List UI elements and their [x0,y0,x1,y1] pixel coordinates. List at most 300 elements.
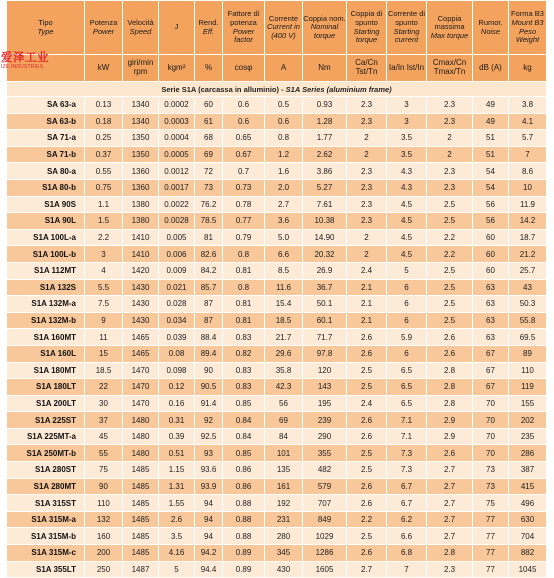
table-cell: 155 [509,395,547,412]
watermark-cn: 爱泽工业 [1,52,49,64]
table-cell: 1350 [123,130,159,147]
table-cell: 70 [473,412,509,429]
table-cell: 0.021 [159,279,195,296]
table-cell: 2.6 [347,329,387,346]
table-cell: 51 [473,130,509,147]
table-cell: 0.85 [223,395,265,412]
table-cell: 1380 [123,213,159,230]
table-cell: 2 [347,229,387,246]
table-cell: 630 [509,511,547,528]
table-cell: 2.2 [85,229,123,246]
series-section-row [7,82,547,97]
table-cell: 21.7 [265,329,303,346]
table-cell: 63 [473,279,509,296]
table-cell: 1485 [123,462,159,479]
table-cell: 35.8 [265,362,303,379]
table-cell: 0.88 [223,495,265,512]
table-cell: 92.5 [195,428,223,445]
table-cell: 239 [303,412,347,429]
table-cell: 49 [473,97,509,114]
table-cell: 26.9 [303,262,347,279]
table-cell: 77 [473,511,509,528]
table-cell: 68 [195,130,223,147]
table-cell: 4.1 [509,113,547,130]
table-cell: 1360 [123,163,159,180]
table-row [7,428,547,445]
table-row [7,412,547,429]
column-header-label-en: Starting current [393,26,420,45]
motor-type-cell: S1A 160MT [7,329,85,346]
column-header [223,1,265,55]
table-cell: 0.6 [265,113,303,130]
table-cell: 6.6 [265,246,303,263]
column-unit: Cmax/Cn Tmax/Tn [427,55,473,82]
table-cell: 25.7 [509,262,547,279]
column-header-label-en: Speed [129,26,152,36]
table-cell: 14.90 [303,229,347,246]
table-cell: 1485 [123,478,159,495]
table-cell: 849 [303,511,347,528]
table-cell: 2.8 [427,362,473,379]
column-header-label: Coppia nom. [303,13,346,23]
table-cell: 290 [303,428,347,445]
table-cell: 707 [303,495,347,512]
column-header-label-en: Max torque [430,30,469,40]
column-header [347,1,387,55]
table-row [7,113,547,130]
table-cell: 2.5 [427,196,473,213]
table-cell: 1.1 [85,196,123,213]
motor-type-cell: SA 63-a [7,97,85,114]
table-cell: 63 [473,296,509,313]
column-header-label: J [174,22,179,32]
table-cell: 1410 [123,229,159,246]
table-cell: 77 [473,561,509,578]
table-cell: 355 [303,445,347,462]
table-cell: 5.9 [387,329,427,346]
table-cell: 143 [303,379,347,396]
motor-type-cell: S1A 80-b [7,179,85,196]
column-header-label-en: Nominal torque [310,22,339,40]
motor-type-cell: S1A 280MT [7,478,85,495]
table-cell: 0.37 [85,146,123,163]
table-cell: 1465 [123,329,159,346]
table-cell: 0.098 [159,362,195,379]
table-cell: 2.1 [347,312,387,329]
table-cell: 15 [85,345,123,362]
column-header-label: Coppia massima [434,13,465,32]
series-label: Serie S1A (carcassa in alluminio) - [161,84,286,94]
table-row [7,462,547,479]
table-cell: 0.8 [223,246,265,263]
table-cell: 0.5 [265,97,303,114]
table-cell: 2.4 [347,395,387,412]
table-cell: 70 [473,428,509,445]
header-row-titles [7,1,547,55]
table-row [7,163,547,180]
table-cell: 42.3 [265,379,303,396]
table-cell: 3.5 [387,130,427,147]
table-cell: 45 [85,428,123,445]
table-cell: 430 [265,561,303,578]
table-cell: 2.3 [347,113,387,130]
table-cell: 7.3 [387,462,427,479]
table-cell: 0.39 [159,428,195,445]
table-cell: 75 [85,462,123,479]
table-cell: 231 [265,511,303,528]
motor-type-cell: S1A 355LT [7,561,85,578]
table-cell: 0.88 [223,528,265,545]
table-cell: 2.7 [427,478,473,495]
table-cell: 0.73 [223,179,265,196]
table-cell: 1470 [123,362,159,379]
table-cell: 22 [85,379,123,396]
table-cell: 5.0 [265,229,303,246]
column-unit: Ca/Cn Tst/Tn [347,55,387,82]
column-unit: cosφ [223,55,265,82]
table-cell: 2.5 [347,362,387,379]
column-header-label: Rumor. [478,17,503,27]
table-row [7,196,547,213]
column-header-label-en: Power factor [232,26,255,45]
table-cell: 2.7 [427,528,473,545]
motor-type-cell: S1A 90L [7,213,85,230]
table-cell: 415 [509,478,547,495]
table-cell: 0.83 [223,379,265,396]
table-cell: 0.81 [223,312,265,329]
column-unit: kW [85,55,123,82]
table-cell: 87 [195,296,223,313]
table-cell: 69 [265,412,303,429]
table-cell: 120 [303,362,347,379]
table-cell: 119 [509,379,547,396]
table-cell: 2.8 [427,395,473,412]
table-cell: 2.6 [347,345,387,362]
table-cell: 2.6 [347,478,387,495]
table-cell: 5 [159,561,195,578]
table-cell: 0.83 [223,329,265,346]
table-cell: 1480 [123,445,159,462]
table-cell: 2.5 [427,262,473,279]
table-cell: 11.9 [509,196,547,213]
column-header [427,1,473,55]
table-cell: 8.6 [509,163,547,180]
table-cell: 2.8 [427,379,473,396]
table-cell: 0.88 [223,511,265,528]
column-unit: A [265,55,303,82]
table-cell: 195 [303,395,347,412]
column-header-label: Coppia di spunto [350,9,383,27]
table-cell: 1.77 [303,130,347,147]
table-cell: 1340 [123,113,159,130]
table-cell: 345 [265,545,303,562]
table-cell: 11.6 [265,279,303,296]
table-body [7,82,547,578]
table-row [7,528,547,545]
column-header [473,1,509,55]
column-unit: kgm² [159,55,195,82]
table-cell: 50.1 [303,296,347,313]
table-cell: 0.86 [223,462,265,479]
table-cell: 43 [509,279,547,296]
table-cell: 0.84 [223,412,265,429]
table-cell: 286 [509,445,547,462]
table-cell: 1485 [123,495,159,512]
table-cell: 2.5 [427,279,473,296]
table-cell: 0.08 [159,345,195,362]
table-cell: 88.4 [195,329,223,346]
table-cell: 0.8 [265,130,303,147]
table-cell: 2.9 [427,428,473,445]
table-cell: 1045 [509,561,547,578]
table-cell: 2.5 [427,213,473,230]
table-cell: 280 [265,528,303,545]
table-cell: 0.6 [223,97,265,114]
table-cell: 29.6 [265,345,303,362]
motor-type-cell: S1A 160L [7,345,85,362]
table-cell: 2.2 [427,246,473,263]
motor-type-cell: S1A 225ST [7,412,85,429]
table-cell: 3.86 [303,163,347,180]
table-cell: 6.7 [387,495,427,512]
table-cell: 2.2 [347,511,387,528]
table-cell: 94.4 [195,561,223,578]
motor-type-cell: SA 71-b [7,146,85,163]
table-cell: 97.8 [303,345,347,362]
watermark-en: IZE INDUSTRIES [1,64,44,70]
table-cell: 160 [85,528,123,545]
table-cell: 0.0028 [159,213,195,230]
table-cell: 2.1 [347,279,387,296]
table-cell: 1410 [123,246,159,263]
table-cell: 2.2 [427,229,473,246]
table-cell: 2.3 [427,179,473,196]
table-cell: 67 [473,345,509,362]
table-cell: 0.75 [85,179,123,196]
table-cell: 56 [473,196,509,213]
table-cell: 2.7 [427,495,473,512]
table-row [7,545,547,562]
column-header-label: Tipo [38,17,53,27]
motor-type-cell: S1A 250MT-b [7,445,85,462]
table-cell: 2.7 [347,561,387,578]
table-cell: 56 [473,213,509,230]
table-cell: 89 [509,345,547,362]
table-cell: 67 [473,362,509,379]
table-cell: 1470 [123,395,159,412]
table-cell: 1465 [123,345,159,362]
table-cell: 51 [473,146,509,163]
table-cell: 3.5 [159,528,195,545]
table-cell: 7.1 [387,428,427,445]
table-cell: 110 [509,362,547,379]
table-cell: 2 [427,146,473,163]
table-row [7,478,547,495]
table-cell: 73 [473,478,509,495]
table-cell: 81 [195,229,223,246]
table-cell: 0.0017 [159,179,195,196]
table-cell: 60 [195,97,223,114]
column-header-label: Fattore di potenza [227,9,260,27]
table-cell: 6 [387,279,427,296]
table-cell: 91.4 [195,395,223,412]
table-cell: 2.6 [427,345,473,362]
table-cell: 78.5 [195,213,223,230]
table-cell: 1487 [123,561,159,578]
table-cell: 161 [265,478,303,495]
table-cell: 94 [195,511,223,528]
table-cell: 6.2 [387,511,427,528]
column-header-label: Corrente [268,13,299,23]
table-cell: 90 [85,478,123,495]
column-header-label-en: Noise [480,26,501,36]
table-cell: 1.31 [159,478,195,495]
table-cell: 0.13 [85,97,123,114]
table-cell: 0.51 [159,445,195,462]
table-row [7,395,547,412]
column-header [265,1,303,55]
table-cell: 0.009 [159,262,195,279]
table-cell: 200 [85,545,123,562]
table-cell: 2.6 [347,545,387,562]
table-cell: 0.81 [223,262,265,279]
motor-type-cell: S1A 280ST [7,462,85,479]
table-cell: 0.028 [159,296,195,313]
table-cell: 4.5 [387,196,427,213]
table-cell: 4 [85,262,123,279]
column-header-label: Rend. [198,17,219,27]
motor-type-cell: S1A 315M-a [7,511,85,528]
table-cell: 89.4 [195,345,223,362]
table-cell: 85.7 [195,279,223,296]
table-cell: 90 [195,362,223,379]
table-row [7,511,547,528]
column-header [85,1,123,55]
motor-data-table [6,0,547,578]
table-cell: 1480 [123,428,159,445]
table-cell: 6 [387,296,427,313]
table-cell: 579 [303,478,347,495]
table-cell: 2.6 [427,329,473,346]
motor-type-cell: SA 63-b [7,113,85,130]
column-header-label-en: Type [37,26,54,36]
table-cell: 2 [347,130,387,147]
table-cell: 18.7 [509,229,547,246]
table-cell: 1605 [303,561,347,578]
table-cell: 5 [387,262,427,279]
table-cell: 7.1 [387,412,427,429]
table-cell: 0.93 [303,97,347,114]
table-cell: 60 [473,262,509,279]
table-cell: 1430 [123,312,159,329]
table-cell: 1350 [123,146,159,163]
column-unit: Nm [303,55,347,82]
table-cell: 18.5 [85,362,123,379]
table-cell: 3 [387,97,427,114]
table-cell: 882 [509,545,547,562]
column-header [195,1,223,55]
table-cell: 2.8 [427,545,473,562]
table-cell: 1286 [303,545,347,562]
table-cell: 93.9 [195,478,223,495]
table-cell: 72 [195,163,223,180]
table-cell: 235 [509,428,547,445]
table-row [7,229,547,246]
motor-type-cell: S1A 225MT-a [7,428,85,445]
table-cell: 7 [509,146,547,163]
table-cell: 3.6 [265,213,303,230]
table-cell: 0.039 [159,329,195,346]
table-cell: 6 [387,345,427,362]
table-cell: 2.6 [159,511,195,528]
column-unit: dB (A) [473,55,509,82]
table-cell: 8.5 [265,262,303,279]
table-cell: 5.27 [303,179,347,196]
table-cell: 3.5 [387,146,427,163]
table-cell: 5.5 [85,279,123,296]
column-header-label: Velocità [127,17,154,27]
column-header-label: Potenza [89,17,118,27]
table-cell: 2.5 [347,445,387,462]
table-cell: 0.55 [85,163,123,180]
table-row [7,246,547,263]
table-cell: 5.7 [509,130,547,147]
motor-type-cell: S1A 180MT [7,362,85,379]
column-header-label-en: Starting torque [353,26,380,45]
table-cell: 2.0 [265,179,303,196]
table-cell: 2.3 [427,113,473,130]
table-cell: 0.86 [223,478,265,495]
table-row [7,362,547,379]
table-cell: 82.6 [195,246,223,263]
table-cell: 63 [473,329,509,346]
table-cell: 0.82 [223,345,265,362]
table-cell: 2 [347,246,387,263]
table-cell: 1380 [123,196,159,213]
motor-type-cell: S1A 112MT [7,262,85,279]
table-cell: 2.6 [427,445,473,462]
table-cell: 2.4 [347,262,387,279]
table-cell: 3.8 [509,97,547,114]
table-cell: 2.3 [347,213,387,230]
table-cell: 3 [85,246,123,263]
table-cell: 0.006 [159,246,195,263]
table-cell: 0.7 [223,163,265,180]
table-cell: 2.3 [427,97,473,114]
motor-type-cell: S1A 100L-b [7,246,85,263]
table-cell: 11 [85,329,123,346]
table-cell: 70 [473,445,509,462]
table-cell: 54 [473,163,509,180]
table-cell: 49 [473,113,509,130]
table-cell: 67 [473,379,509,396]
table-cell: 1.55 [159,495,195,512]
table-row [7,345,547,362]
motor-type-cell: S1A 100L-a [7,229,85,246]
table-cell: 6.5 [387,362,427,379]
table-cell: 30 [85,395,123,412]
table-cell: 2.6 [347,495,387,512]
table-cell: 1029 [303,528,347,545]
motor-type-cell: S1A 315M-b [7,528,85,545]
table-cell: 704 [509,528,547,545]
table-cell: 84 [265,428,303,445]
table-cell: 6 [387,312,427,329]
series-label-en: S1A Series (aluminium frame) [285,84,392,94]
table-cell: 92 [195,412,223,429]
table-cell: 2.5 [427,296,473,313]
table-cell: 4.3 [387,179,427,196]
